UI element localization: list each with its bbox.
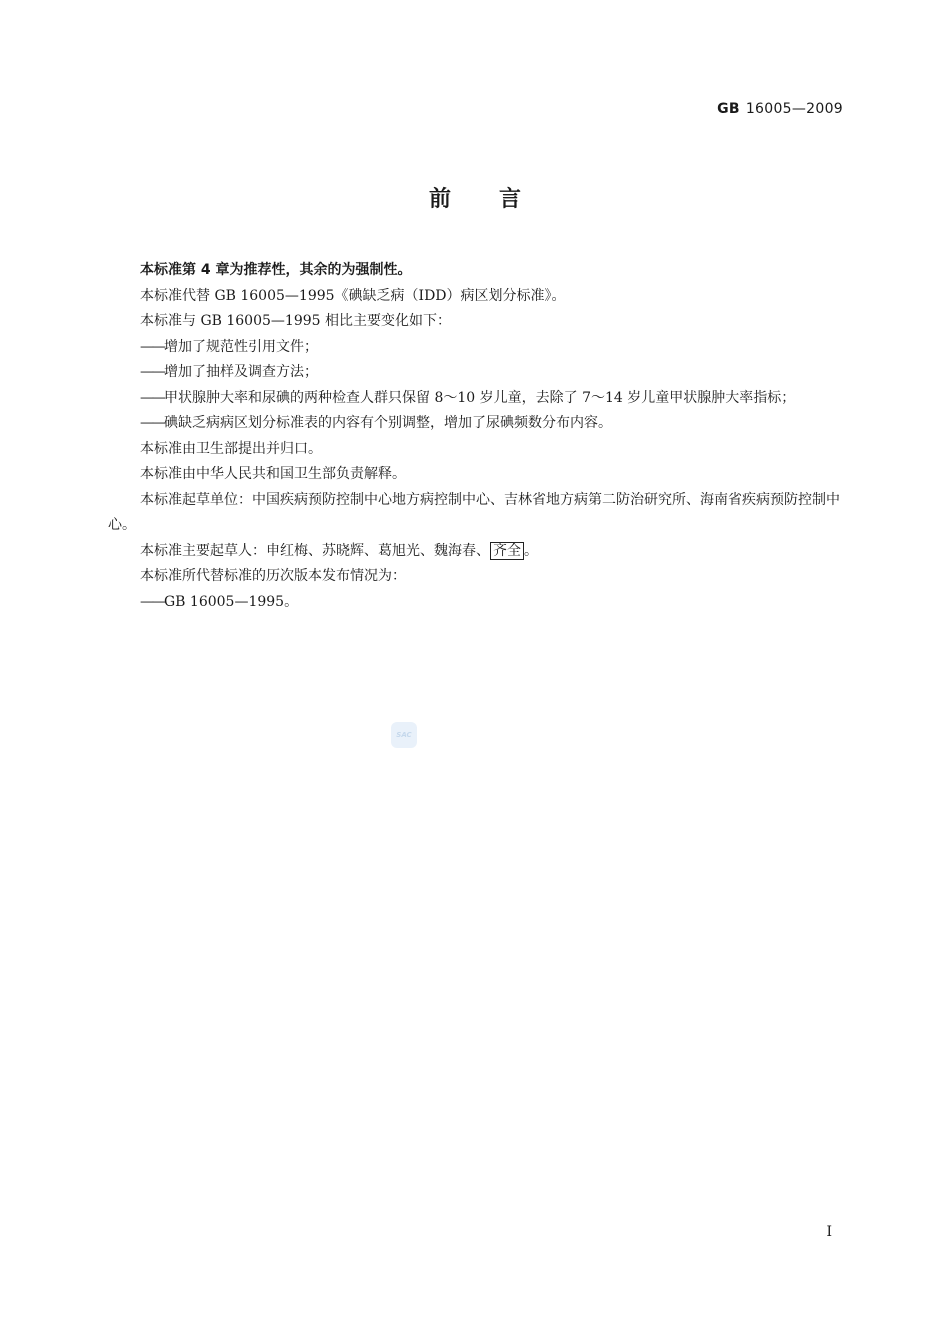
paragraph-changes-intro: 本标准与 GB 16005—1995 相比主要变化如下： bbox=[140, 313, 451, 329]
paragraph-replaces: 本标准代替 GB 16005—1995《碘缺乏病（IDD）病区划分标准》。 bbox=[140, 287, 566, 304]
list-item bbox=[108, 335, 844, 361]
dash-mark: —— bbox=[140, 364, 164, 380]
standard-code bbox=[717, 101, 843, 117]
drafters-text: 本标准主要起草人：申红梅、苏晓辉、葛旭光、魏海春、 bbox=[140, 542, 490, 559]
boxed-name: 齐全 bbox=[490, 542, 524, 560]
sac-watermark-logo: SAC bbox=[391, 722, 417, 748]
list-item-text: 增加了抽样及调查方法； bbox=[164, 364, 318, 380]
standard-prefix: GB bbox=[717, 101, 740, 117]
page-number: I bbox=[826, 1224, 832, 1240]
page-title: 前言 bbox=[428, 187, 569, 212]
list-item bbox=[108, 590, 844, 616]
paragraph-mandatory-note: 本标准第 4 章为推荐性，其余的为强制性。 bbox=[140, 262, 412, 278]
paragraph-proposer: 本标准由卫生部提出并归口。 bbox=[140, 440, 322, 457]
dash-mark: —— bbox=[140, 415, 164, 431]
list-item-text: 甲状腺肿大率和尿碘的两种检查人群只保留 8～10 岁儿童，去除了 7～14 岁儿童甲状腺肿大率指标； bbox=[164, 389, 796, 406]
list-item-text: 碘缺乏病病区划分标准表的内容有个别调整，增加了尿碘频数分布内容。 bbox=[164, 415, 612, 431]
paragraph-history: 本标准所代替标准的历次版本发布情况为： bbox=[140, 568, 406, 584]
dash-mark: —— bbox=[140, 593, 164, 610]
drafters-end: 。 bbox=[524, 542, 538, 559]
dash-mark: —— bbox=[140, 389, 164, 406]
list-item bbox=[108, 360, 844, 386]
list-item bbox=[108, 411, 844, 437]
list-item-text: 增加了规范性引用文件； bbox=[164, 338, 318, 355]
list-item bbox=[108, 386, 844, 412]
foreword-body bbox=[108, 258, 844, 615]
paragraph-drafters bbox=[108, 539, 844, 565]
dash-mark: —— bbox=[140, 338, 164, 355]
standard-number: 16005—2009 bbox=[745, 101, 843, 117]
paragraph-drafting-units: 本标准起草单位：中国疾病预防控制中心地方病控制中心、吉林省地方病第二防治研究所、海南省疾病预防控制中心。 bbox=[108, 491, 840, 533]
list-item-text: GB 16005—1995。 bbox=[164, 593, 299, 610]
paragraph-interpreter: 本标准由中华人民共和国卫生部负责解释。 bbox=[140, 466, 406, 482]
